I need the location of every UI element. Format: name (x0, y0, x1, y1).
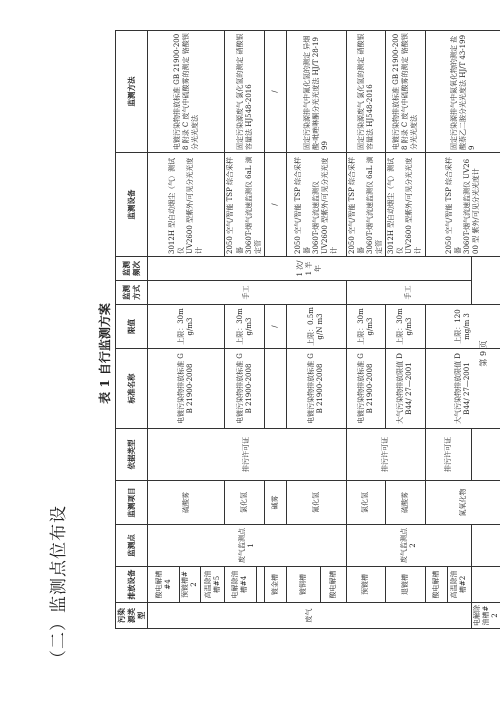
header-standard: 标准名称 (116, 349, 148, 429)
standard-cell: 电镀污染物排放标准 GB 21900-2008 (346, 349, 385, 429)
facility-cell: 电解除油槽#2 (471, 603, 500, 629)
equipment-cell (148, 153, 225, 257)
analysis-cell: 固定污染源废气 氯化氢的测定 硝酸银容量法 HJ548-2016 (346, 31, 385, 153)
facility-cell: 预镀槽 (346, 567, 385, 603)
analysis-cell: 固定污染源废气 氯化氢的测定 硝酸银容量法 HJ548-2016 (225, 31, 264, 153)
equipment-line: 3012H 型自动烟尘（气）测试仪 (168, 157, 186, 254)
analysis-cell: 固定污染源排气中氰化氢的测定 异烟酸-吡唑啉酮分光光度法 HJ/T 28-1999 (286, 31, 346, 153)
table-row (346, 31, 385, 629)
equipment-cell (346, 153, 385, 257)
analysis-cell: 电镀污染物排放标准 GB 21900-2008 附录 C 废气中硫酸雾的测定 铬酸钡分光光度法 (386, 31, 425, 153)
standard-cell (264, 349, 286, 429)
table-title: 表 1 自行监测方案 (98, 303, 112, 404)
item-cell: 硫酸雾 (386, 481, 425, 525)
method-cell: 手工 (148, 281, 347, 305)
header-point: 监测点 (116, 525, 148, 567)
item-cell: 硫酸雾 (148, 481, 225, 525)
equipment-line: UV2600 型紫外/可见分光光度计 (320, 157, 338, 254)
method-cell: 手工 (346, 281, 471, 305)
header-type: 污染源类型 (116, 603, 148, 629)
item-cell: 氰化氢 (286, 481, 346, 525)
facility-cell: 镀铜槽 (286, 567, 320, 603)
equipment-line: 2050 空气/智能 TSP 综合采样器 (293, 156, 311, 254)
table-row (148, 31, 180, 629)
facility-cell: 退镀槽 (386, 567, 425, 603)
facility-cell: 高温除油槽#2 (447, 567, 471, 603)
standard-cell: 电镀污染物排放标准 GB 21900-2008 (286, 349, 346, 429)
basis-cell: 排污许可证 (148, 429, 347, 481)
equipment-cell (386, 153, 425, 257)
analysis-cell: 电镀污染物排放标准 GB 21900-2008 附录 C 废气中硫酸雾的测定 铬酸钡分光光度法 (148, 31, 225, 153)
equipment-line: 2050 空气/智能 TSP 综合采样器 (226, 156, 244, 254)
equipment-line: UV2600 型紫外/可见分光光度计 (186, 157, 204, 254)
item-cell: 氯化氢 (225, 481, 264, 525)
header-item: 监测项目 (116, 481, 148, 525)
header-limit: 限值 (116, 305, 148, 349)
equipment-cell (286, 153, 346, 257)
header-row (116, 31, 148, 629)
equipment-cell (225, 153, 264, 257)
header-facility: 排放设备 (116, 567, 148, 603)
equipment-line: 2050 空气/智能 TSP 综合采样器 (445, 156, 463, 254)
equipment-line: 3012H 型自动烟尘（气）测试仪 (387, 157, 405, 254)
facility-cell: 高温除油槽#5 (201, 567, 225, 603)
limit-cell: 上限：30mg/m3 (346, 305, 385, 349)
analysis-cell: / (264, 31, 286, 153)
item-cell: 氯化氢 (346, 481, 385, 525)
standard-cell: 大气污染物排放限值 DB44/ 27—2001 (425, 349, 500, 429)
item-cell: 碱雾 (264, 481, 286, 525)
limit-cell: 上限：30mg/m3 (148, 305, 225, 349)
limit-cell: 上限：0.5mg/N m3 (286, 305, 346, 349)
basis-cell: 排污许可证 (425, 429, 471, 481)
limit-cell: 上限：30mg/m3 (386, 305, 425, 349)
type-cell: 废气 (148, 603, 471, 629)
standard-cell: 电镀污染物排放标准 GB 21900-2008 (148, 349, 225, 429)
header-basis: 依据类型 (116, 429, 148, 481)
facility-cell: 电解除油槽#4 (225, 567, 256, 603)
equipment-line: 3060T-烟气流速监测仪 (311, 181, 320, 254)
freq-cell: 1 次/1 半年 (148, 257, 471, 281)
basis-cell: 排污许可证 (346, 429, 425, 481)
standard-cell: 电镀污染物排放标准 GB 21900-2008 (225, 349, 264, 429)
facility-cell: 酸电解槽 (425, 567, 447, 603)
facility-cell: 镀金槽 (264, 567, 286, 603)
header-freq: 监测频次 (116, 257, 148, 281)
equipment-line: 3060T-烟气流速监测仪 6aL 滴定管 (244, 156, 262, 254)
facility-cell: 酸电解槽 (320, 567, 346, 603)
page-number: 第 9 页 (479, 340, 488, 367)
equipment-cell: / (264, 153, 286, 257)
header-equipment: 监测设备 (116, 153, 148, 257)
header-analysis: 监测方法 (116, 31, 148, 153)
equipment-line: 3060T-烟气流速监测仪 UV2600 型 紫外/可见分光光度计 (463, 158, 481, 254)
point-cell: 废气监测点 1 (148, 525, 347, 567)
analysis-cell: 固定污染源排气中氮氧化物的测定 盐酸萘乙二胺分光光度法 HJ/T 43-1999 (425, 31, 500, 153)
equipment-line: 3060T-烟气流速监测仪 6aL 滴定管 (366, 156, 384, 254)
section-heading: （二）监测点位布设 (49, 505, 69, 667)
limit-cell: 上限：120mg/m 3 (425, 305, 500, 349)
header-method: 监测方式 (116, 281, 148, 305)
standard-cell: 大气污染物排放限值 DB44/ 27—2001 (386, 349, 425, 429)
limit-cell: 上限：30mg/m3 (225, 305, 264, 349)
facility-cell: 预镀槽#2 (180, 567, 201, 603)
monitoring-plan-table (115, 30, 500, 629)
limit-cell: / (264, 305, 286, 349)
point-cell: 废气监测点 2 (346, 525, 471, 567)
item-cell: 氮氧化物 (425, 481, 500, 525)
facility-cell: 酸电解槽#4 (148, 567, 180, 603)
equipment-line: 2050 空气/智能 TSP 综合采样器 (347, 156, 365, 254)
equipment-line: UV2600 型紫外/可见分光光度计 (405, 157, 423, 254)
